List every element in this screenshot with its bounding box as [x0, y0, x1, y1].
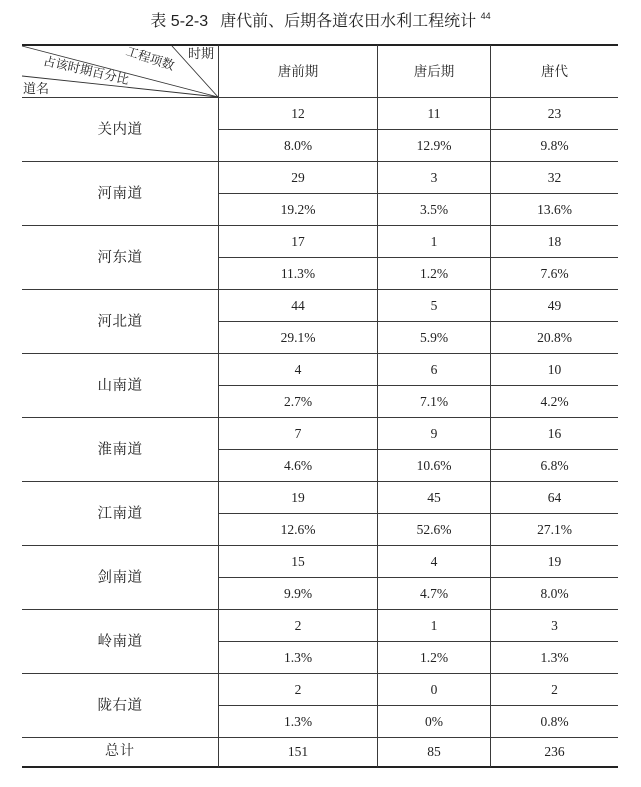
share-whole-tang: 0.8%	[490, 706, 618, 738]
share-early-tang: 9.9%	[218, 578, 377, 610]
statistics-table	[22, 44, 618, 768]
count-whole-tang: 64	[490, 482, 618, 514]
count-late-tang: 6	[377, 354, 490, 386]
share-late-tang: 1.2%	[377, 642, 490, 674]
circuit-name: 关内道	[22, 98, 218, 162]
share-whole-tang: 4.2%	[490, 386, 618, 418]
count-early-tang: 2	[218, 610, 377, 642]
period-share-label: 占该时期百分比	[41, 53, 131, 88]
total-whole-tang: 236	[490, 738, 618, 768]
count-late-tang: 3	[377, 162, 490, 194]
share-late-tang: 4.7%	[377, 578, 490, 610]
count-whole-tang: 10	[490, 354, 618, 386]
circuit-name: 岭南道	[22, 610, 218, 674]
count-early-tang: 12	[218, 98, 377, 130]
count-early-tang: 17	[218, 226, 377, 258]
share-whole-tang: 9.8%	[490, 130, 618, 162]
count-late-tang: 9	[377, 418, 490, 450]
share-whole-tang: 13.6%	[490, 194, 618, 226]
count-early-tang: 29	[218, 162, 377, 194]
col-header-late-tang: 唐后期	[377, 44, 490, 98]
count-whole-tang: 16	[490, 418, 618, 450]
share-whole-tang: 27.1%	[490, 514, 618, 546]
count-early-tang: 7	[218, 418, 377, 450]
count-whole-tang: 3	[490, 610, 618, 642]
share-early-tang: 2.7%	[218, 386, 377, 418]
count-whole-tang: 18	[490, 226, 618, 258]
count-late-tang: 0	[377, 674, 490, 706]
circuit-name: 河南道	[22, 162, 218, 226]
count-early-tang: 19	[218, 482, 377, 514]
footnote-ref: 44	[480, 11, 491, 21]
share-late-tang: 12.9%	[377, 130, 490, 162]
count-whole-tang: 2	[490, 674, 618, 706]
table-title	[0, 11, 641, 33]
count-early-tang: 2	[218, 674, 377, 706]
share-early-tang: 1.3%	[218, 706, 377, 738]
circuit-axis-label: 道名	[23, 81, 50, 96]
share-late-tang: 7.1%	[377, 386, 490, 418]
total-label: 总计	[22, 738, 218, 768]
share-early-tang: 12.6%	[218, 514, 377, 546]
col-header-whole-tang: 唐代	[490, 44, 618, 98]
total-late-tang: 85	[377, 738, 490, 768]
share-late-tang: 3.5%	[377, 194, 490, 226]
share-early-tang: 11.3%	[218, 258, 377, 290]
share-late-tang: 10.6%	[377, 450, 490, 482]
col-header-early-tang: 唐前期	[218, 44, 377, 98]
count-late-tang: 1	[377, 226, 490, 258]
share-late-tang: 1.2%	[377, 258, 490, 290]
circuit-name: 陇右道	[22, 674, 218, 738]
count-whole-tang: 23	[490, 98, 618, 130]
share-whole-tang: 1.3%	[490, 642, 618, 674]
share-late-tang: 5.9%	[377, 322, 490, 354]
count-early-tang: 44	[218, 290, 377, 322]
header-corner-cell	[22, 44, 218, 98]
table-caption: 唐代前、后期各道农田水利工程统计	[220, 13, 477, 30]
circuit-name: 河北道	[22, 290, 218, 354]
count-whole-tang: 49	[490, 290, 618, 322]
count-late-tang: 1	[377, 610, 490, 642]
count-late-tang: 4	[377, 546, 490, 578]
share-whole-tang: 7.6%	[490, 258, 618, 290]
count-early-tang: 15	[218, 546, 377, 578]
count-late-tang: 5	[377, 290, 490, 322]
table-number: 表 5-2-3	[150, 13, 209, 30]
circuit-name: 山南道	[22, 354, 218, 418]
circuit-name: 江南道	[22, 482, 218, 546]
circuit-name: 剑南道	[22, 546, 218, 610]
period-axis-label: 时期	[188, 46, 215, 61]
share-early-tang: 4.6%	[218, 450, 377, 482]
count-late-tang: 45	[377, 482, 490, 514]
share-whole-tang: 6.8%	[490, 450, 618, 482]
share-early-tang: 1.3%	[218, 642, 377, 674]
circuit-name: 河东道	[22, 226, 218, 290]
count-whole-tang: 19	[490, 546, 618, 578]
count-early-tang: 4	[218, 354, 377, 386]
project-count-label: 工程项数	[124, 44, 177, 73]
share-early-tang: 19.2%	[218, 194, 377, 226]
total-early-tang: 151	[218, 738, 377, 768]
circuit-name: 淮南道	[22, 418, 218, 482]
share-whole-tang: 8.0%	[490, 578, 618, 610]
share-early-tang: 8.0%	[218, 130, 377, 162]
share-late-tang: 52.6%	[377, 514, 490, 546]
count-late-tang: 11	[377, 98, 490, 130]
share-early-tang: 29.1%	[218, 322, 377, 354]
share-late-tang: 0%	[377, 706, 490, 738]
share-whole-tang: 20.8%	[490, 322, 618, 354]
count-whole-tang: 32	[490, 162, 618, 194]
